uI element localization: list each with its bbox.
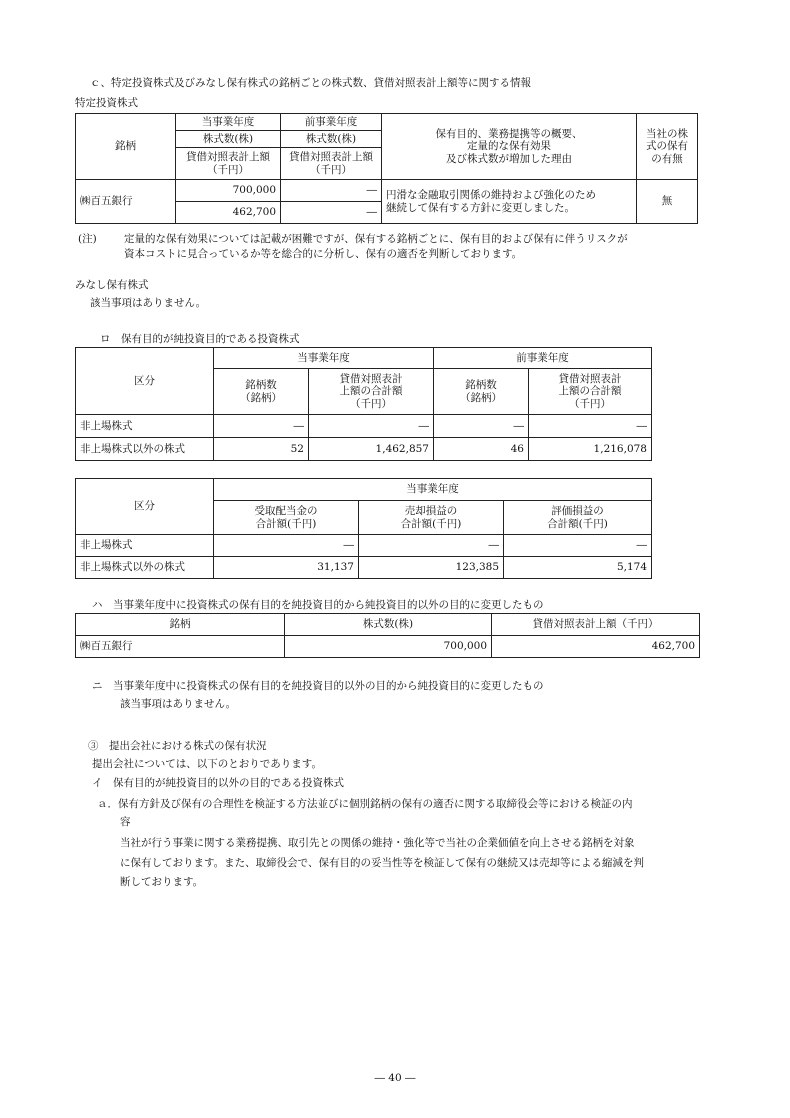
- table-row: [76, 535, 652, 557]
- paragraph-line-2: に保有しております。また、取締役会で、保有目的の妥当性等を検証して保有の継続又は売却等による縮減を判: [120, 857, 644, 869]
- table-row: [76, 438, 652, 461]
- header-valuation-gain: 評価損益の 合計額(千円): [504, 501, 652, 535]
- row-label: 非上場株式: [76, 535, 214, 557]
- purpose-change-table: [75, 613, 700, 658]
- table-row: [76, 636, 700, 658]
- header-count-prev: 銘柄数 （銘柄）: [434, 369, 529, 415]
- row-label: 非上場株式: [76, 415, 214, 438]
- row-count: 52: [214, 438, 309, 461]
- row-valuation-gain: 5,174: [504, 557, 652, 579]
- note-label: (注): [78, 233, 97, 245]
- specific-investment-label: 特定投資株式: [75, 97, 138, 109]
- header-shares-current: 株式数(株): [176, 131, 281, 148]
- section-ro-title: ロ 保有目的が純投資目的である投資株式: [100, 333, 300, 345]
- row-shares-prev: ―: [281, 180, 382, 202]
- header-dividends: 受取配当金の 合計額(千円): [214, 501, 359, 535]
- header-bs: 貸借対照表計上額（千円）: [492, 614, 700, 636]
- row-bs-prev: ―: [281, 202, 382, 224]
- section-ni-none: 該当事項はありません。: [120, 698, 237, 710]
- paragraph-line-3: 断しております。: [120, 876, 204, 888]
- header-sale-gain: 売却損益の 合計額(千円): [359, 501, 504, 535]
- section-c-title: ｃ、特定投資株式及びみなし保有株式の銘柄ごとの株式数、貸借対照表計上額等に関する情報: [90, 77, 531, 89]
- row-bs: 462,700: [492, 636, 700, 658]
- header-total-prev: 貸借対照表計 上額の合計額 （千円）: [529, 369, 652, 415]
- row-total-prev: ―: [529, 415, 652, 438]
- note-line-2: 資本コストに見合っているか等を総合的に分析し、保有の適否を判断しております。: [124, 248, 523, 260]
- section-ha-title: ハ 当事業年度中に投資株式の保有目的を純投資目的から純投資目的以外の目的に変更したもの: [92, 599, 544, 611]
- header-current-year: 当事業年度: [214, 479, 652, 501]
- pure-investment-table-2: [75, 478, 652, 579]
- row-name: ㈱百五銀行: [76, 636, 285, 658]
- header-current-year: 当事業年度: [214, 348, 434, 369]
- section-a-line-2: 容: [120, 816, 131, 828]
- header-shares: 株式数(株): [285, 614, 492, 636]
- header-meigara: 銘柄: [76, 614, 285, 636]
- header-current-year: 当事業年度: [176, 114, 281, 131]
- header-prev-year: 前事業年度: [281, 114, 382, 131]
- header-bs-current: 貸借対照表計上額 （千円）: [176, 148, 281, 180]
- row-dividends: ―: [214, 535, 359, 557]
- row-dividends: 31,137: [214, 557, 359, 579]
- row-count: ―: [214, 415, 309, 438]
- section-i-title: イ 保有目的が純投資目的以外の目的である投資株式: [92, 777, 344, 789]
- header-count-current: 銘柄数 （銘柄）: [214, 369, 309, 415]
- row-name: ㈱百五銀行: [76, 180, 176, 224]
- header-bs-prev: 貸借対照表計上額 （千円）: [281, 148, 382, 180]
- row-holding: 無: [637, 180, 698, 224]
- row-valuation-gain: ―: [504, 535, 652, 557]
- row-bs-current: 462,700: [176, 202, 281, 224]
- header-total-current: 貸借対照表計 上額の合計額 （千円）: [309, 369, 434, 415]
- pure-investment-table-1: [75, 347, 652, 461]
- row-count-prev: ―: [434, 415, 529, 438]
- section-a-line-1: ａ．保有方針及び保有の合理性を検証する方法並びに個別銘柄の保有の適否に関する取締役会等における検証の内: [97, 798, 633, 810]
- table-row: [76, 415, 652, 438]
- row-total: 1,462,857: [309, 438, 434, 461]
- header-meigara: 銘柄: [76, 114, 176, 180]
- note-line-1: 定量的な保有効果については記載が困難ですが、保有する銘柄ごとに、保有目的および保有に伴うリスクが: [124, 233, 628, 245]
- deemed-holding-label: みなし保有株式: [75, 279, 149, 291]
- row-total-prev: 1,216,078: [529, 438, 652, 461]
- header-kubun: 区分: [76, 479, 214, 535]
- header-holding: 当社の株 式の保有 の有無: [637, 114, 698, 180]
- header-shares-prev: 株式数(株): [281, 131, 382, 148]
- header-purpose: 保有目的、業務提携等の概要、 定量的な保有効果 及び株式数が増加した理由: [382, 114, 637, 180]
- page-number: ― 40 ―: [374, 1072, 416, 1084]
- row-label: 非上場株式以外の株式: [76, 557, 214, 579]
- section-3-intro: 提出会社については、以下のとおりであります。: [92, 758, 322, 770]
- specific-investment-table: [75, 113, 698, 224]
- paragraph-line-1: 当社が行う事業に関する業務提携、取引先との関係の維持・強化等で当社の企業価値を向上させる銘柄を対象: [120, 837, 635, 849]
- row-count-prev: 46: [434, 438, 529, 461]
- row-total: ―: [309, 415, 434, 438]
- row-shares: 700,000: [285, 636, 492, 658]
- row-label: 非上場株式以外の株式: [76, 438, 214, 461]
- section-ni-title: ニ 当事業年度中に投資株式の保有目的を純投資目的以外の目的から純投資目的に変更したもの: [92, 680, 544, 692]
- section-3-title: ③ 提出会社における株式の保有状況: [88, 740, 267, 752]
- table-row: [76, 557, 652, 579]
- row-shares-current: 700,000: [176, 180, 281, 202]
- row-sale-gain: 123,385: [359, 557, 504, 579]
- row-sale-gain: ―: [359, 535, 504, 557]
- row-purpose: 円滑な金融取引関係の維持および強化のため 継続して保有する方針に変更しました。: [382, 180, 637, 224]
- header-prev-year: 前事業年度: [434, 348, 652, 369]
- deemed-holding-none: 該当事項はありません。: [90, 297, 207, 309]
- header-kubun: 区分: [76, 348, 214, 415]
